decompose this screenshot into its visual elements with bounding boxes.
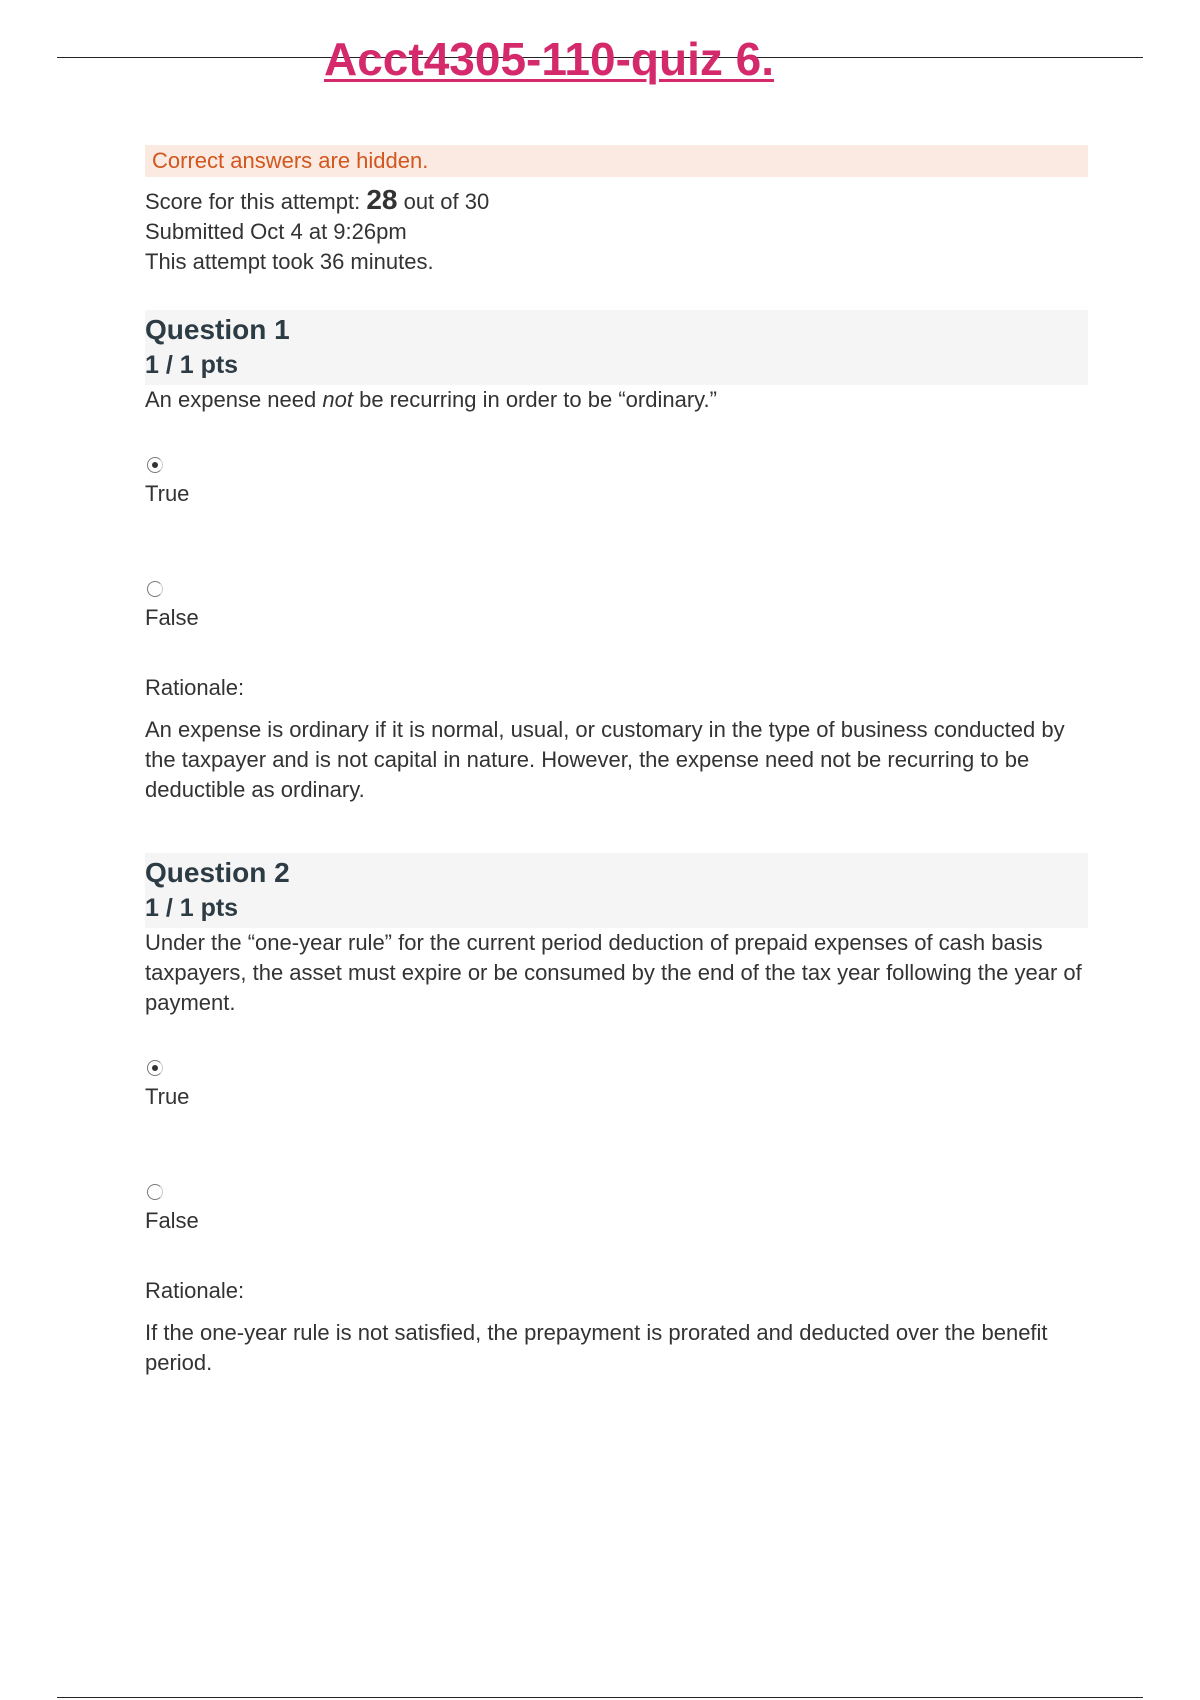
bottom-divider <box>57 1697 1143 1698</box>
radio-selected-icon[interactable] <box>147 457 163 473</box>
answer-option[interactable] <box>145 1184 1088 1236</box>
radio-selected-icon[interactable] <box>147 1060 163 1076</box>
rationale-text: An expense is ordinary if it is normal, usual, or customary in the type of business conducted by the taxpayer and is not capital in nature. However, the expense need not be recurring to be deductible as ordinary. <box>145 717 1065 802</box>
quiz-content <box>145 145 1088 1378</box>
question-text-emphasis: not <box>322 387 353 412</box>
answer-label: False <box>145 605 199 630</box>
question-text-before: An expense need <box>145 387 323 412</box>
question-points: 1 / 1 pts <box>145 894 239 922</box>
answer-option[interactable] <box>145 1060 1088 1112</box>
answer-label: True <box>145 1084 190 1109</box>
answer-label: False <box>145 1208 199 1233</box>
question-title: Question 1 <box>145 314 290 345</box>
hidden-answers-notice: Correct answers are hidden. <box>145 145 1088 177</box>
rationale-text: If the one-year rule is not satisfied, the prepayment is prorated and deducted over the benefit period. <box>145 1320 1048 1375</box>
score-suffix: out of 30 <box>397 189 490 214</box>
question-text-after: be recurring in order to be “ordinary.” <box>352 387 717 412</box>
submitted-line: Submitted Oct 4 at 9:26pm <box>145 219 407 244</box>
question-1 <box>145 310 1088 805</box>
document-title: Acct4305-110-quiz 6. <box>324 33 775 85</box>
duration-line: This attempt took 36 minutes. <box>145 249 434 274</box>
score-prefix: Score for this attempt: <box>145 189 367 214</box>
question-2 <box>145 853 1088 1378</box>
question-title: Question 2 <box>145 857 290 888</box>
score-value: 28 <box>366 184 398 215</box>
question-points: 1 / 1 pts <box>145 351 239 379</box>
radio-unselected-icon[interactable] <box>147 581 163 597</box>
question-header <box>145 853 1088 928</box>
radio-unselected-icon[interactable] <box>147 1184 163 1200</box>
attempt-summary <box>145 185 1088 277</box>
question-header <box>145 310 1088 385</box>
rationale-label: Rationale: <box>145 1278 245 1303</box>
answer-option[interactable] <box>145 581 1088 633</box>
answer-label: True <box>145 481 190 506</box>
question-text: Under the “one-year rule” for the current period deduction of prepaid expenses of cash basis taxpayers, the asset must expire or be consumed by the end of the tax year following the year of payment. <box>145 930 1082 1015</box>
answer-option[interactable] <box>145 457 1088 509</box>
rationale-label: Rationale: <box>145 675 245 700</box>
score-line <box>145 185 1088 217</box>
question-text <box>145 385 1088 415</box>
